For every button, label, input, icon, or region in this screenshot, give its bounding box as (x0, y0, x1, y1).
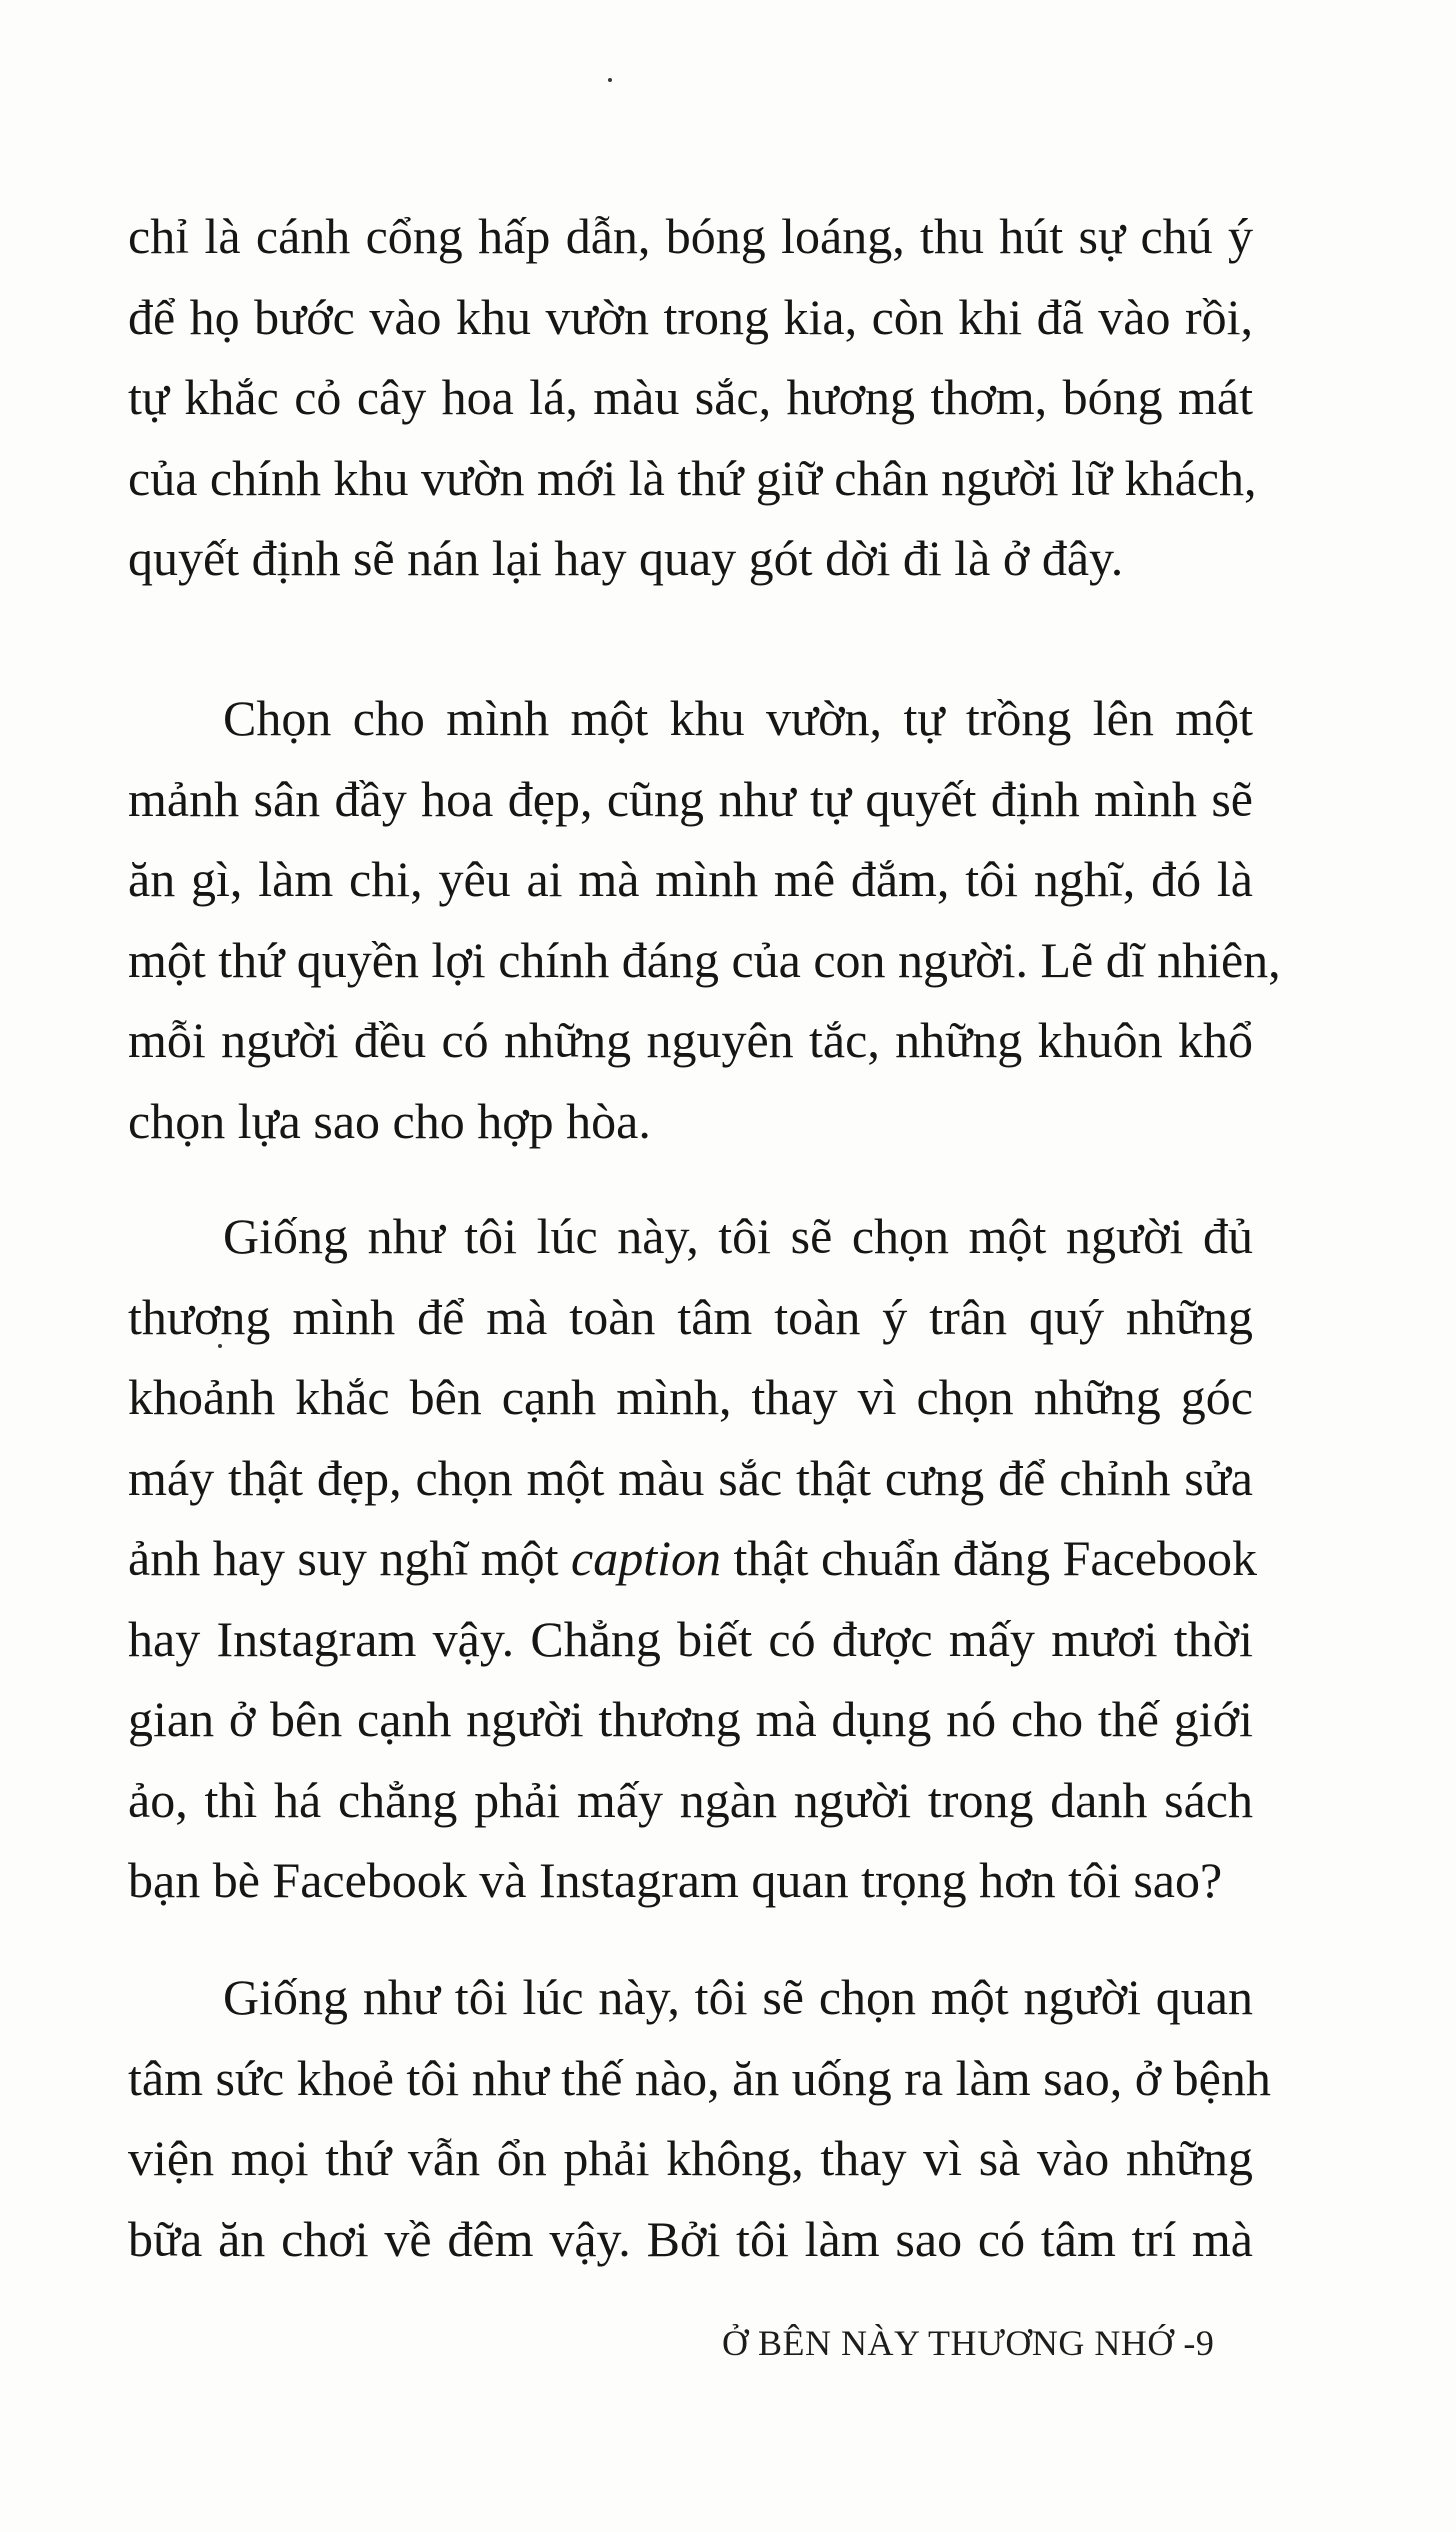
text-segment: thật chuẩn đăng Facebook (733, 1530, 1257, 1586)
text-line: Chọn cho mình một khu vườn, tự trồng lên một (223, 690, 1253, 746)
text-line: chỉ là cánh cổng hấp dẫn, bóng loáng, thu hút sự chú ý (128, 208, 1253, 264)
text-line: chọn lựa sao cho hợp hòa. (128, 1092, 651, 1149)
text-line: khoảnh khắc bên cạnh mình, thay vì chọn những góc (128, 1369, 1253, 1425)
paragraph-4 (128, 1957, 1271, 2279)
text-segment: ảnh hay suy nghĩ một (128, 1530, 559, 1586)
ink-speck (608, 78, 612, 82)
text-line-with-italic (128, 1518, 1257, 1599)
text-line: bạn bè Facebook và Instagram quan trọng hơn tôi sao? (128, 1852, 1223, 1908)
text-line: mảnh sân đầy hoa đẹp, cũng như tự quyết định mình sẽ (128, 770, 1253, 827)
text-line: tự khắc cỏ cây hoa lá, màu sắc, hương thơm, bóng mát (128, 369, 1253, 425)
text-line: mỗi người đều có những nguyên tắc, những khuôn khổ (128, 1012, 1253, 1068)
paragraph-1 (128, 196, 1257, 599)
running-title: Ở BÊN NÀY THƯƠNG NHỚ (722, 2323, 1174, 2363)
text-line: tâm sức khoẻ tôi như thế nào, ăn uống ra làm sao, ở bệnh (128, 2049, 1271, 2106)
italic-word: caption (571, 1530, 722, 1586)
page-number: -9 (1183, 2323, 1215, 2363)
text-line: một thứ quyền lợi chính đáng của con người. Lẽ dĩ nhiên, (128, 931, 1281, 988)
paragraph-3 (128, 1196, 1257, 1921)
text-line: thương mình để mà toàn tâm toàn ý trân quý những (128, 1288, 1253, 1345)
text-line: ảo, thì há chẳng phải mấy ngàn người trong danh sách (128, 1771, 1253, 1828)
page-footer (722, 2322, 1252, 2364)
text-line: hay Instagram vậy. Chẳng biết có được mấy mươi thời (128, 1610, 1253, 1667)
text-line: để họ bước vào khu vườn trong kia, còn khi đã vào rồi, (128, 288, 1253, 345)
text-line: của chính khu vườn mới là thứ giữ chân người lữ khách, (128, 449, 1257, 506)
text-line: Giống như tôi lúc này, tôi sẽ chọn một người quan (223, 1969, 1253, 2025)
text-line: gian ở bên cạnh người thương mà dụng nó cho thế giới (128, 1691, 1253, 1747)
text-line: viện mọi thứ vẫn ổn phải không, thay vì sà vào những (128, 2130, 1253, 2186)
text-line: bữa ăn chơi về đêm vậy. Bởi tôi làm sao có tâm trí mà (128, 2210, 1253, 2267)
text-line: Giống như tôi lúc này, tôi sẽ chọn một người đủ (223, 1208, 1253, 1264)
paragraph-2 (128, 678, 1281, 1161)
text-line: ăn gì, làm chi, yêu ai mà mình mê đắm, tôi nghĩ, đó là (128, 851, 1253, 907)
text-line: máy thật đẹp, chọn một màu sắc thật cưng để chỉnh sửa (128, 1449, 1253, 1506)
text-line: quyết định sẽ nán lại hay quay gót dời đi là ở đây. (128, 530, 1124, 586)
